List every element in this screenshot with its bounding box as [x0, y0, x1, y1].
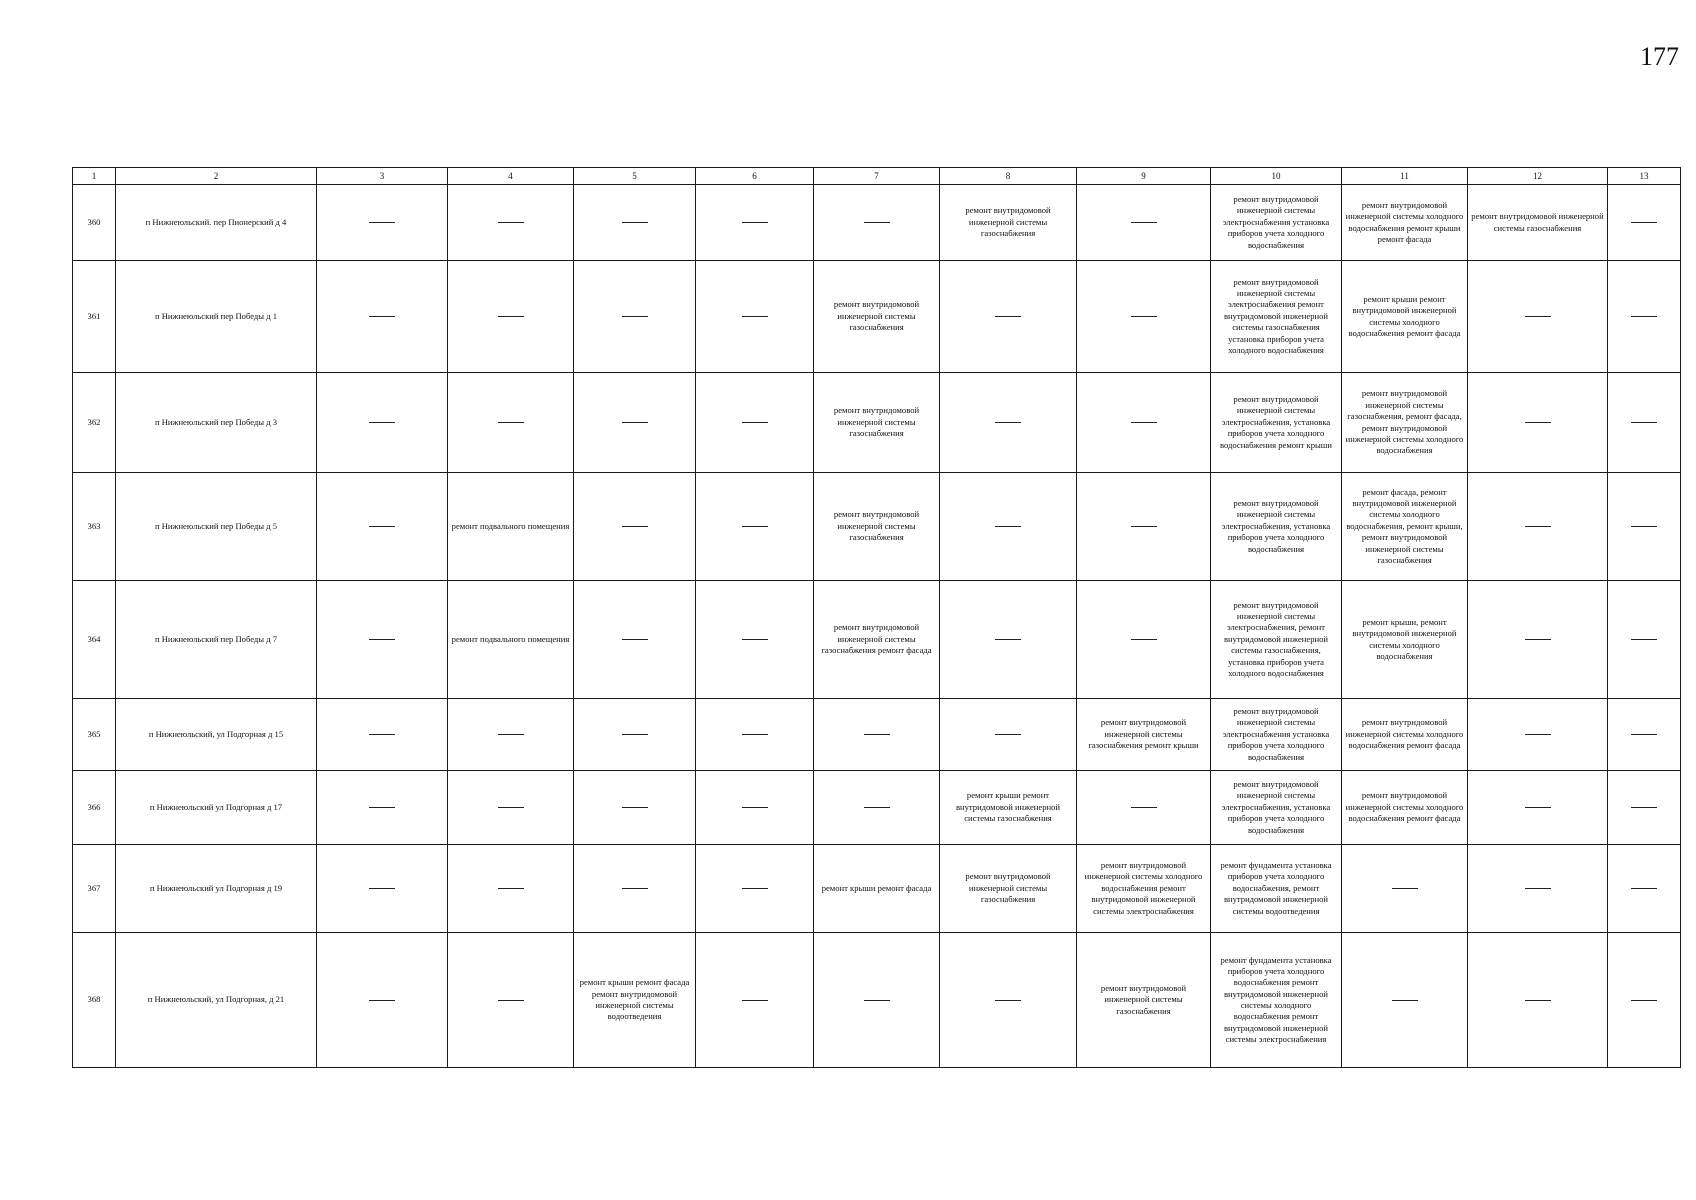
work-cell-11: ремонт внутридомовой инженерной системы холодного водоснабжения ремонт фасада — [1342, 699, 1468, 771]
work-cell-6 — [696, 933, 814, 1068]
repair-schedule-table — [72, 167, 1681, 1068]
work-cell-8 — [940, 373, 1077, 473]
empty-dash — [742, 422, 768, 423]
empty-dash — [1525, 422, 1551, 423]
address-cell: п Нижнеюльский пер Победы д 5 — [116, 473, 317, 581]
work-cell-4: ремонт подвального помещения — [448, 581, 574, 699]
empty-dash — [1131, 526, 1157, 527]
empty-dash — [995, 422, 1021, 423]
empty-dash — [742, 316, 768, 317]
work-cell-3 — [317, 699, 448, 771]
empty-dash — [498, 222, 524, 223]
work-cell-12 — [1468, 771, 1608, 845]
empty-dash — [498, 888, 524, 889]
work-cell-10: ремонт внутридомовой инженерной системы электроснабжения установка приборов учета холодного водоснабжения — [1211, 699, 1342, 771]
work-cell-7 — [814, 185, 940, 261]
address-cell: п Нижнеюльский пер Победы д 1 — [116, 261, 317, 373]
work-cell-5 — [574, 581, 696, 699]
empty-dash — [1631, 422, 1657, 423]
header-cell: 1 — [73, 168, 116, 185]
empty-dash — [622, 639, 648, 640]
work-cell-5 — [574, 185, 696, 261]
empty-dash — [1631, 1000, 1657, 1001]
empty-dash — [369, 734, 395, 735]
table-row — [73, 699, 1681, 771]
work-cell-12 — [1468, 473, 1608, 581]
empty-dash — [369, 222, 395, 223]
address-cell: п Нижнеюльский пер Победы д 7 — [116, 581, 317, 699]
work-cell-3 — [317, 373, 448, 473]
header-cell: 10 — [1211, 168, 1342, 185]
address-cell: п Нижнеюльский ул Подгорная д 19 — [116, 845, 317, 933]
work-cell-4 — [448, 933, 574, 1068]
empty-dash — [622, 807, 648, 808]
work-cell-9 — [1077, 771, 1211, 845]
work-cell-6 — [696, 699, 814, 771]
work-cell-11: ремонт крыши ремонт внутридомовой инженерной системы холодного водоснабжения ремонт фасада — [1342, 261, 1468, 373]
empty-dash — [1131, 639, 1157, 640]
work-cell-4 — [448, 261, 574, 373]
work-cell-9: ремонт внутридомовой инженерной системы газоснабжения ремонт крыши — [1077, 699, 1211, 771]
row-number: 368 — [73, 933, 116, 1068]
work-cell-4 — [448, 845, 574, 933]
work-cell-6 — [696, 581, 814, 699]
empty-dash — [864, 222, 890, 223]
work-cell-11: ремонт внутридомовой инженерной системы газоснабжения, ремонт фасада, ремонт внутридомовой инженерной системы холодного водоснабжения — [1342, 373, 1468, 473]
empty-dash — [622, 888, 648, 889]
empty-dash — [742, 1000, 768, 1001]
work-cell-13 — [1608, 473, 1681, 581]
work-cell-9 — [1077, 581, 1211, 699]
work-cell-3 — [317, 261, 448, 373]
work-cell-6 — [696, 771, 814, 845]
work-cell-3 — [317, 933, 448, 1068]
empty-dash — [742, 807, 768, 808]
empty-dash — [622, 422, 648, 423]
work-cell-13 — [1608, 373, 1681, 473]
empty-dash — [369, 807, 395, 808]
work-cell-9 — [1077, 261, 1211, 373]
work-cell-12 — [1468, 845, 1608, 933]
work-cell-4 — [448, 373, 574, 473]
work-cell-6 — [696, 845, 814, 933]
work-cell-13 — [1608, 261, 1681, 373]
work-cell-8 — [940, 699, 1077, 771]
work-cell-10: ремонт внутридомовой инженерной системы электроснабжения, установка приборов учета холодного водоснабжения — [1211, 473, 1342, 581]
table-row — [73, 473, 1681, 581]
empty-dash — [1525, 888, 1551, 889]
work-cell-13 — [1608, 933, 1681, 1068]
row-number: 367 — [73, 845, 116, 933]
work-cell-5 — [574, 699, 696, 771]
work-cell-3 — [317, 581, 448, 699]
work-cell-8: ремонт крыши ремонт внутридомовой инженерной системы газоснабжения — [940, 771, 1077, 845]
work-cell-8 — [940, 581, 1077, 699]
work-cell-13 — [1608, 845, 1681, 933]
header-cell: 8 — [940, 168, 1077, 185]
empty-dash — [995, 316, 1021, 317]
empty-dash — [1525, 316, 1551, 317]
empty-dash — [1631, 526, 1657, 527]
work-cell-11: ремонт внутридомовой инженерной системы холодного водоснабжения ремонт фасада — [1342, 771, 1468, 845]
header-cell: 7 — [814, 168, 940, 185]
work-cell-7 — [814, 771, 940, 845]
empty-dash — [622, 222, 648, 223]
header-cell: 4 — [448, 168, 574, 185]
row-number: 363 — [73, 473, 116, 581]
empty-dash — [742, 734, 768, 735]
empty-dash — [864, 807, 890, 808]
empty-dash — [369, 422, 395, 423]
empty-dash — [498, 807, 524, 808]
work-cell-5 — [574, 473, 696, 581]
table-row — [73, 581, 1681, 699]
empty-dash — [369, 316, 395, 317]
address-cell: п Нижнеюльский, ул Подгорная, д 21 — [116, 933, 317, 1068]
table-row — [73, 373, 1681, 473]
work-cell-5 — [574, 261, 696, 373]
row-number: 364 — [73, 581, 116, 699]
table-row — [73, 933, 1681, 1068]
row-number: 361 — [73, 261, 116, 373]
header-cell: 11 — [1342, 168, 1468, 185]
empty-dash — [742, 222, 768, 223]
work-cell-3 — [317, 771, 448, 845]
empty-dash — [1131, 222, 1157, 223]
empty-dash — [1392, 1000, 1418, 1001]
header-cell: 6 — [696, 168, 814, 185]
empty-dash — [1631, 734, 1657, 735]
work-cell-6 — [696, 373, 814, 473]
empty-dash — [622, 734, 648, 735]
work-cell-7: ремонт внутридомовой инженерной системы газоснабжения — [814, 473, 940, 581]
table-row — [73, 261, 1681, 373]
work-cell-12 — [1468, 581, 1608, 699]
work-cell-5 — [574, 771, 696, 845]
work-cell-11: ремонт внутридомовой инженерной системы холодного водоснабжения ремонт крыши ремонт фасада — [1342, 185, 1468, 261]
work-cell-6 — [696, 261, 814, 373]
empty-dash — [369, 888, 395, 889]
address-cell: п Нижнеюльский пер Победы д 3 — [116, 373, 317, 473]
work-cell-8 — [940, 261, 1077, 373]
work-cell-6 — [696, 185, 814, 261]
work-cell-4 — [448, 185, 574, 261]
work-cell-10: ремонт внутридомовой инженерной системы электроснабжения, установка приборов учета холодного водоснабжения — [1211, 771, 1342, 845]
empty-dash — [1392, 888, 1418, 889]
work-cell-3 — [317, 473, 448, 581]
work-cell-9: ремонт внутридомовой инженерной системы холодного водоснабжения ремонт внутридомовой инженерной системы электроснабжения — [1077, 845, 1211, 933]
table-row — [73, 185, 1681, 261]
empty-dash — [369, 1000, 395, 1001]
empty-dash — [864, 1000, 890, 1001]
work-cell-8: ремонт внутридомовой инженерной системы газоснабжения — [940, 845, 1077, 933]
work-cell-7: ремонт крыши ремонт фасада — [814, 845, 940, 933]
empty-dash — [1131, 807, 1157, 808]
work-cell-8: ремонт внутридомовой инженерной системы газоснабжения — [940, 185, 1077, 261]
work-cell-5 — [574, 373, 696, 473]
empty-dash — [742, 888, 768, 889]
empty-dash — [498, 316, 524, 317]
work-cell-11: ремонт крыши, ремонт внутридомовой инженерной системы холодного водоснабжения — [1342, 581, 1468, 699]
work-cell-4: ремонт подвального помещения — [448, 473, 574, 581]
empty-dash — [995, 526, 1021, 527]
work-cell-7: ремонт внутридомовой инженерной системы газоснабжения — [814, 261, 940, 373]
work-cell-3 — [317, 845, 448, 933]
empty-dash — [1631, 316, 1657, 317]
row-number: 365 — [73, 699, 116, 771]
row-number: 366 — [73, 771, 116, 845]
table-row — [73, 845, 1681, 933]
work-cell-4 — [448, 771, 574, 845]
address-cell: п Нижнеюльский. пер Пионерский д 4 — [116, 185, 317, 261]
work-cell-10: ремонт внутридомовой инженерной системы электроснабжения, установка приборов учета холодного водоснабжения ремонт крыши — [1211, 373, 1342, 473]
work-cell-8 — [940, 933, 1077, 1068]
work-cell-6 — [696, 473, 814, 581]
work-cell-12 — [1468, 699, 1608, 771]
empty-dash — [1131, 316, 1157, 317]
empty-dash — [369, 639, 395, 640]
row-number: 360 — [73, 185, 116, 261]
work-cell-12 — [1468, 261, 1608, 373]
header-cell: 5 — [574, 168, 696, 185]
header-cell: 9 — [1077, 168, 1211, 185]
empty-dash — [1525, 639, 1551, 640]
empty-dash — [622, 316, 648, 317]
empty-dash — [498, 734, 524, 735]
header-cell: 3 — [317, 168, 448, 185]
work-cell-9 — [1077, 185, 1211, 261]
empty-dash — [498, 422, 524, 423]
empty-dash — [498, 1000, 524, 1001]
work-cell-13 — [1608, 699, 1681, 771]
empty-dash — [995, 639, 1021, 640]
header-cell: 13 — [1608, 168, 1681, 185]
empty-dash — [622, 526, 648, 527]
work-cell-3 — [317, 185, 448, 261]
empty-dash — [995, 734, 1021, 735]
page-number: 177 — [1640, 42, 1679, 71]
empty-dash — [1525, 526, 1551, 527]
row-number: 362 — [73, 373, 116, 473]
empty-dash — [1631, 888, 1657, 889]
work-cell-13 — [1608, 771, 1681, 845]
work-cell-11: ремонт фасада, ремонт внутридомовой инженерной системы холодного водоснабжения, ремонт крыши, ремонт внутридомовой инженерной системы газоснабжения — [1342, 473, 1468, 581]
address-cell: п Нижнеюльский, ул Подгорная д 15 — [116, 699, 317, 771]
work-cell-10: ремонт фундамента установка приборов учета холодного водоснабжения, ремонт внутридомовой инженерной системы водоотведения — [1211, 845, 1342, 933]
empty-dash — [1631, 222, 1657, 223]
empty-dash — [1631, 639, 1657, 640]
work-cell-10: ремонт внутридомовой инженерной системы электроснабжения установка приборов учета холодного водоснабжения — [1211, 185, 1342, 261]
work-cell-7: ремонт внутридомовой инженерной системы газоснабжения — [814, 373, 940, 473]
empty-dash — [864, 734, 890, 735]
work-cell-10: ремонт внутридомовой инженерной системы электроснабжения, ремонт внутридомовой инженерной системы газоснабжения, установка приборов учета холодного водоснабжения — [1211, 581, 1342, 699]
work-cell-11 — [1342, 845, 1468, 933]
empty-dash — [369, 526, 395, 527]
work-cell-4 — [448, 699, 574, 771]
table-row — [73, 771, 1681, 845]
empty-dash — [742, 526, 768, 527]
work-cell-5 — [574, 845, 696, 933]
empty-dash — [1131, 422, 1157, 423]
work-cell-12: ремонт внутридомовой инженерной системы газоснабжения — [1468, 185, 1608, 261]
address-cell: п Нижнеюльский ул Подгорная д 17 — [116, 771, 317, 845]
empty-dash — [1525, 807, 1551, 808]
work-cell-7 — [814, 933, 940, 1068]
empty-dash — [995, 1000, 1021, 1001]
work-cell-9 — [1077, 373, 1211, 473]
work-cell-7 — [814, 699, 940, 771]
work-cell-12 — [1468, 373, 1608, 473]
work-cell-7: ремонт внутридомовой инженерной системы газоснабжения ремонт фасада — [814, 581, 940, 699]
empty-dash — [742, 639, 768, 640]
empty-dash — [1525, 734, 1551, 735]
work-cell-9 — [1077, 473, 1211, 581]
empty-dash — [1631, 807, 1657, 808]
work-cell-13 — [1608, 185, 1681, 261]
work-cell-10: ремонт фундамента установка приборов учета холодного водоснабжения ремонт внутридомовой инженерной системы холодного водоснабжения ремонт внутридомовой инженерной системы электроснабжения — [1211, 933, 1342, 1068]
work-cell-13 — [1608, 581, 1681, 699]
work-cell-8 — [940, 473, 1077, 581]
work-cell-5: ремонт крыши ремонт фасада ремонт внутридомовой инженерной системы водоотведения — [574, 933, 696, 1068]
work-cell-11 — [1342, 933, 1468, 1068]
work-cell-9: ремонт внутридомовой инженерной системы газоснабжения — [1077, 933, 1211, 1068]
header-cell: 12 — [1468, 168, 1608, 185]
header-cell: 2 — [116, 168, 317, 185]
header-row — [73, 168, 1681, 185]
work-cell-10: ремонт внутридомовой инженерной системы электроснабжения ремонт внутридомовой инженерной системы газоснабжения установка приборов учета холодного водоснабжения — [1211, 261, 1342, 373]
empty-dash — [1525, 1000, 1551, 1001]
work-cell-12 — [1468, 933, 1608, 1068]
